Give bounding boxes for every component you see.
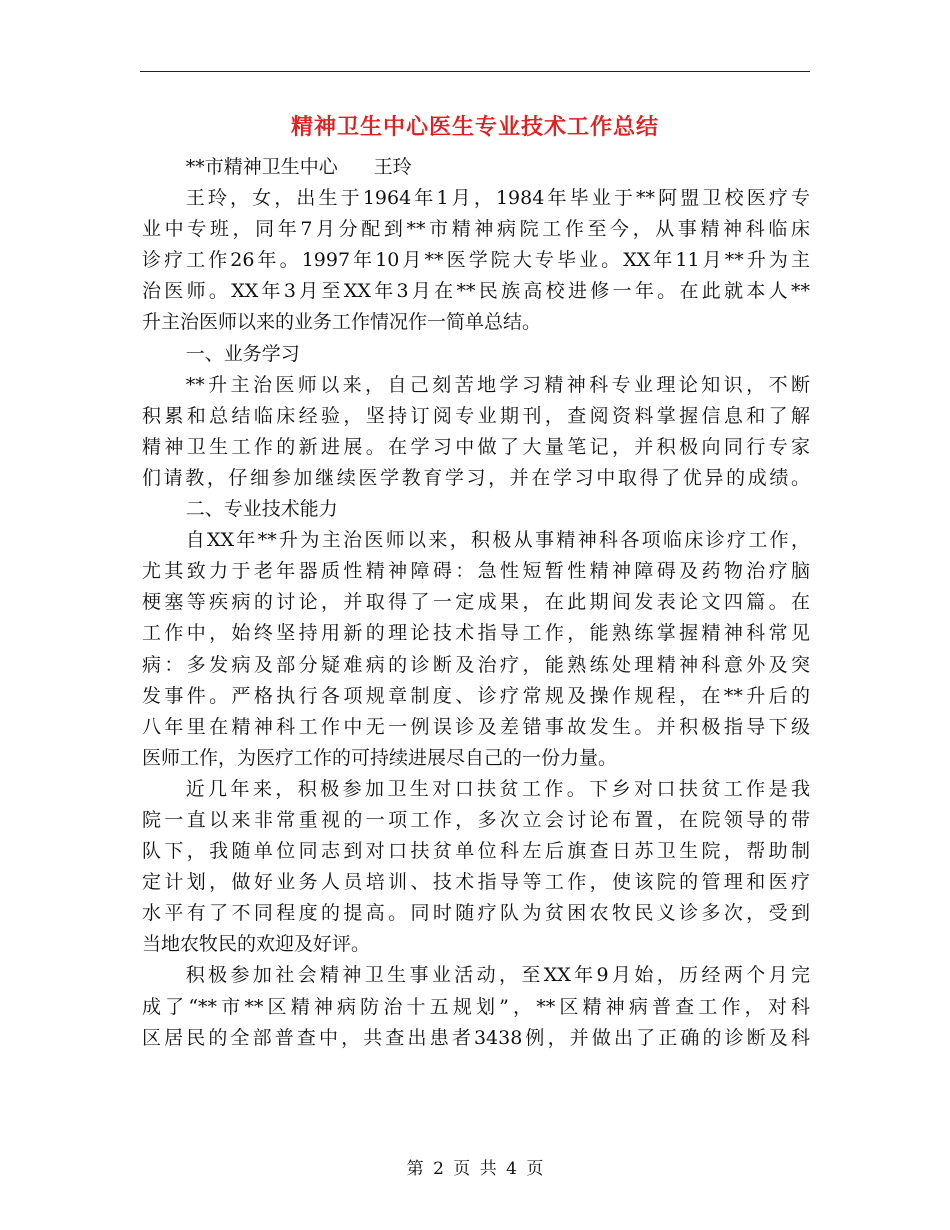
- text-line: 当地农牧民的欢迎及好评。: [142, 933, 371, 956]
- byline-org: **市精神卫生中心: [185, 156, 338, 178]
- text-line: 治医师。XX年3月至XX年3月在**民族高校进修一年。在此就本人**: [142, 280, 810, 303]
- text-line: 积极参加社会精神卫生事业活动，至XX年9月始，历经两个月完: [185, 964, 810, 987]
- text-line: 近几年来，积极参加卫生对口扶贫工作。下乡对口扶贫工作是我: [185, 777, 810, 800]
- text-line: 医师工作，为医疗工作的可持续进展尽自己的一份力量。: [142, 746, 618, 769]
- text-line: 水平有了不同程度的提高。同时随疗队为贫困农牧民义诊多次，受到: [142, 902, 810, 925]
- text-line: 一、业务学习: [185, 342, 300, 365]
- text-line: 工作中，始终坚持用新的理论技术指导工作，能熟练掌握精神科常见: [142, 622, 810, 645]
- text-line: 王玲，女，出生于1964年1月，1984年毕业于**阿盟卫校医疗专: [185, 187, 810, 210]
- byline: [142, 152, 810, 183]
- byline-author: 王玲: [373, 156, 412, 178]
- text-line: 区居民的全部普查中，共查出患者3438例，并做出了正确的诊断及科: [142, 1026, 810, 1049]
- document-title: 精神卫生中心医生专业技术工作总结: [290, 115, 659, 140]
- text-line: 升主治医师以来的业务工作情况作一简单总结。: [142, 311, 542, 334]
- paragraph-lines: [142, 183, 810, 1054]
- text-line: 积累和总结临床经验，坚持订阅专业期刊，查阅资料掌握信息和了解: [142, 404, 810, 427]
- document-body: [142, 152, 810, 1054]
- text-line: 业中专班，同年7月分配到**市精神病院工作至今，从事精神科临床: [142, 218, 810, 241]
- text-line: 病：多发病及部分疑难病的诊断及治疗，能熟练处理精神科意外及突: [142, 653, 810, 676]
- text-line: 精神卫生工作的新进展。在学习中做了大量笔记，并积极向同行专家: [142, 435, 810, 458]
- header-rule: [140, 71, 810, 72]
- text-line: 成了“**市**区精神病防治十五规划”，**区精神病普查工作，对科: [142, 995, 810, 1018]
- text-line: 定计划，做好业务人员培训、技术指导等工作，使该院的管理和医疗: [142, 871, 810, 894]
- text-line: 自XX年**升为主治医师以来，积极从事精神科各项临床诊疗工作，: [185, 529, 810, 552]
- text-line: 诊疗工作26年。1997年10月**医学院大专毕业。XX年11月**升为主: [142, 249, 810, 272]
- text-line: 二、专业技术能力: [185, 498, 338, 521]
- text-line: 梗塞等疾病的讨论，并取得了一定成果，在此期间发表论文四篇。在: [142, 591, 810, 614]
- text-line: **升主治医师以来，自己刻苦地学习精神科专业理论知识，不断: [185, 373, 810, 396]
- text-line: 院一直以来非常重视的一项工作，多次立会讨论布置，在院领导的带: [142, 808, 810, 831]
- text-line: 尤其致力于老年器质性精神障碍：急性短暂性精神障碍及药物治疗脑: [142, 560, 810, 583]
- page-footer: 第 2 页 共 4 页: [406, 1159, 544, 1179]
- text-line: 八年里在精神科工作中无一例误诊及差错事故发生。并积极指导下级: [142, 715, 810, 738]
- text-line: 发事件。严格执行各项规章制度、诊疗常规及操作规程，在**升后的: [142, 684, 810, 707]
- text-line: 们请教，仔细参加继续医学教育学习，并在学习中取得了优异的成绩。: [142, 466, 810, 489]
- text-line: 队下，我随单位同志到对口扶贫单位科左后旗查日苏卫生院，帮助制: [142, 840, 810, 863]
